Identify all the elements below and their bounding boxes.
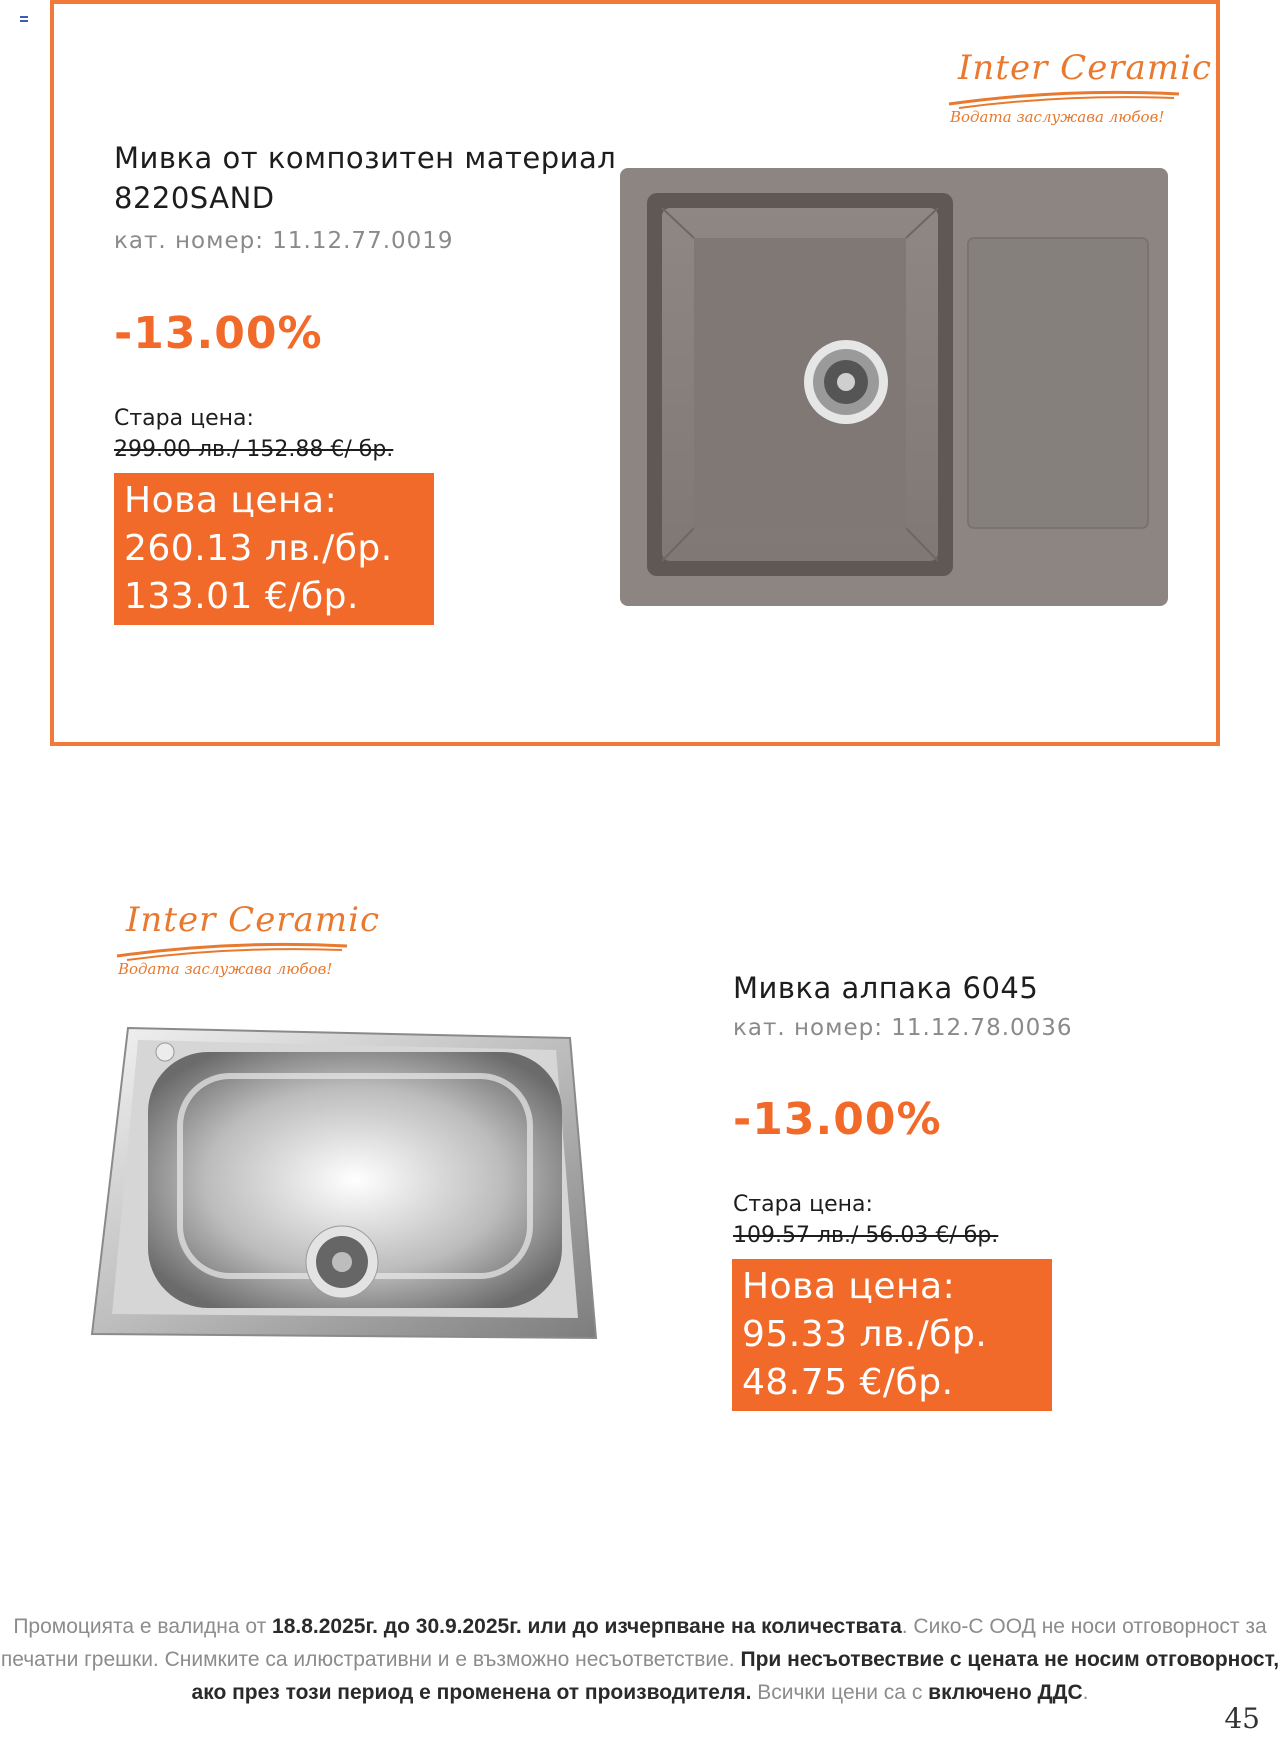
product-title-line1: Мивка от композитен материал xyxy=(114,141,617,175)
new-price-box xyxy=(114,473,434,625)
new-price-box-2 xyxy=(732,1259,1052,1411)
inter-ceramic-logo-2 xyxy=(112,900,380,990)
new-price-eur-2: 48.75 €/бр. xyxy=(742,1362,954,1403)
discount-badge-2: -13.00% xyxy=(733,1094,942,1145)
logo-tagline-2: Водата заслужава любов! xyxy=(118,960,333,978)
disclaimer-liability: При несъотвествие с цената не носим отговорност, ако през този период е променена от производителя. xyxy=(191,1648,1280,1704)
catalog-number-2: кат. номер: 11.12.78.0036 xyxy=(733,1015,1073,1041)
new-price-eur: 133.01 €/бр. xyxy=(124,576,359,617)
product-title-line2: 8220SAND xyxy=(114,181,275,215)
old-price-label: Стара цена: xyxy=(114,406,254,431)
disclaimer-text-2: . Сико-С ООД не носи отговорност за печатни грешки. Снимките са илюстративни и е възможно несъответствие. xyxy=(0,1615,1267,1671)
logo-tagline: Водата заслужава любов! xyxy=(950,108,1165,126)
old-price-2: 109.57 лв./ 56.03 €/ бр. xyxy=(733,1223,999,1248)
new-price-label: Нова цена: xyxy=(124,480,338,521)
stainless-sink-image xyxy=(90,1026,598,1344)
logo-brand: Inter Ceramic xyxy=(958,48,1212,88)
logo-brand-2: Inter Ceramic xyxy=(126,900,380,940)
logo-swoosh-icon-2 xyxy=(112,940,352,962)
old-price-label-2: Стара цена: xyxy=(733,1192,873,1217)
disclaimer-text-3: Всички цени са с xyxy=(751,1681,929,1704)
new-price-label-2: Нова цена: xyxy=(742,1266,956,1307)
inter-ceramic-logo xyxy=(944,48,1212,138)
catalog-number: кат. номер: 11.12.77.0019 xyxy=(114,228,454,254)
promo-disclaimer xyxy=(0,1610,1280,1709)
product-title-2: Мивка алпака 6045 xyxy=(733,971,1039,1005)
old-price: 299.00 лв./ 152.88 €/ бр. xyxy=(114,437,394,462)
product-card-1 xyxy=(50,0,1220,746)
composite-sink-image xyxy=(620,168,1168,606)
page-number: 45 xyxy=(1224,1702,1260,1735)
new-price-bgn: 260.13 лв./бр. xyxy=(124,528,393,569)
disclaimer-text-1: Промоцията е валидна от xyxy=(13,1615,273,1638)
disclaimer-text-4: . xyxy=(1082,1681,1089,1704)
new-price-bgn-2: 95.33 лв./бр. xyxy=(742,1314,988,1355)
logo-swoosh-icon xyxy=(944,88,1184,110)
disclaimer-dates: 18.8.2025г. до 30.9.2025г. или до изчерпване на количествата xyxy=(272,1615,902,1638)
disclaimer-vat: включено ДДС xyxy=(928,1681,1083,1704)
product-title xyxy=(114,138,616,218)
discount-badge: -13.00% xyxy=(114,308,323,359)
corner-mark xyxy=(20,16,28,22)
